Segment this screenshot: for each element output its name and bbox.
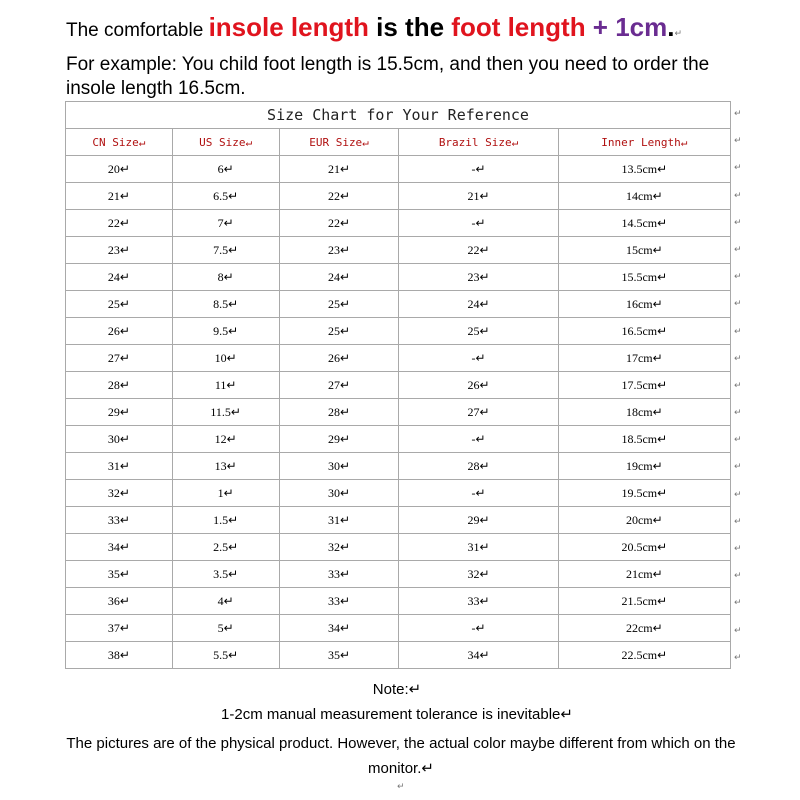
us-size-cell: 10↵ xyxy=(172,345,279,372)
us-size-cell: 6.5↵ xyxy=(172,183,279,210)
paragraph-mark-icon: ↵ xyxy=(734,408,742,419)
table-row xyxy=(66,588,731,615)
cn-size-cell: 31↵ xyxy=(66,453,173,480)
paragraph-mark-icon: ↵ xyxy=(734,571,742,582)
inner-length-cell: 21cm↵ xyxy=(558,561,730,588)
brazil-size-cell: 34↵ xyxy=(399,642,558,669)
note-color-disclaimer: The pictures are of the physical product. However, the actual color maybe different from which on the monitor.↵ xyxy=(66,735,736,777)
brazil-size-cell: 32↵ xyxy=(399,561,558,588)
paragraph-mark-icon: ↵ xyxy=(734,489,742,500)
cn-size-cell: 32↵ xyxy=(66,480,173,507)
us-size-cell: 7.5↵ xyxy=(172,237,279,264)
cn-size-cell: 23↵ xyxy=(66,237,173,264)
us-size-cell: 1.5↵ xyxy=(172,507,279,534)
paragraph-mark-icon: ↵ xyxy=(734,136,742,147)
paragraph-mark-icon: ↵ xyxy=(734,217,742,228)
cn-size-cell: 25↵ xyxy=(66,291,173,318)
inner-length-cell: 14cm↵ xyxy=(558,183,730,210)
brazil-size-cell: -↵ xyxy=(399,345,558,372)
inner-length-cell: 20.5cm↵ xyxy=(558,534,730,561)
table-row xyxy=(66,156,731,183)
table-row xyxy=(66,264,731,291)
brazil-size-cell: 21↵ xyxy=(399,183,558,210)
paragraph-mark-icon: ↵ xyxy=(734,462,742,473)
eur-size-cell: 24↵ xyxy=(279,264,399,291)
table-row xyxy=(66,291,731,318)
brazil-size-cell: 26↵ xyxy=(399,372,558,399)
table-row xyxy=(66,183,731,210)
table-row xyxy=(66,372,731,399)
paragraph-mark-icon: ↵ xyxy=(734,435,742,446)
brazil-size-cell: 33↵ xyxy=(399,588,558,615)
paragraph-mark-icon: ↵ xyxy=(734,380,742,391)
cn-size-cell: 20↵ xyxy=(66,156,173,183)
inner-length-cell: 14.5cm↵ xyxy=(558,210,730,237)
brazil-size-cell: 22↵ xyxy=(399,237,558,264)
paragraph-mark-icon: ↵ xyxy=(734,598,742,609)
paragraph-mark-icon: ↵ xyxy=(734,326,742,337)
brazil-size-cell: 31↵ xyxy=(399,534,558,561)
paragraph-mark-icon: ↵ xyxy=(734,272,742,283)
inner-length-cell: 20cm↵ xyxy=(558,507,730,534)
brazil-size-cell: 23↵ xyxy=(399,264,558,291)
cn-size-cell: 27↵ xyxy=(66,345,173,372)
table-row xyxy=(66,210,731,237)
eur-size-cell: 22↵ xyxy=(279,210,399,237)
table-row xyxy=(66,345,731,372)
inner-length-cell: 19.5cm↵ xyxy=(558,480,730,507)
inner-length-cell: 22.5cm↵ xyxy=(558,642,730,669)
eur-size-cell: 33↵ xyxy=(279,588,399,615)
brazil-size-cell: -↵ xyxy=(399,156,558,183)
brazil-size-cell: 27↵ xyxy=(399,399,558,426)
us-size-cell: 6↵ xyxy=(172,156,279,183)
eur-size-cell: 34↵ xyxy=(279,615,399,642)
headline-is-the: is the xyxy=(368,12,452,42)
cn-size-cell: 37↵ xyxy=(66,615,173,642)
brazil-size-cell: 25↵ xyxy=(399,318,558,345)
eur-size-cell: 31↵ xyxy=(279,507,399,534)
brazil-size-cell: -↵ xyxy=(399,426,558,453)
inner-length-cell: 21.5cm↵ xyxy=(558,588,730,615)
brazil-size-cell: 24↵ xyxy=(399,291,558,318)
us-size-cell: 13↵ xyxy=(172,453,279,480)
row-marks xyxy=(734,101,744,672)
inner-length-cell: 17.5cm↵ xyxy=(558,372,730,399)
us-size-cell: 5.5↵ xyxy=(172,642,279,669)
table-row xyxy=(66,237,731,264)
inner-length-cell: 18cm↵ xyxy=(558,399,730,426)
paragraph-mark-icon: ↵ xyxy=(734,244,742,255)
table-row xyxy=(66,615,731,642)
table-row xyxy=(66,453,731,480)
paragraph-mark-icon: ↵ xyxy=(734,652,742,663)
note-label: Note:↵ xyxy=(372,681,422,698)
cn-size-cell: 26↵ xyxy=(66,318,173,345)
header-brazil-size: Brazil Size↵ xyxy=(399,129,558,156)
header-eur-size: EUR Size↵ xyxy=(279,129,399,156)
cn-size-cell: 24↵ xyxy=(66,264,173,291)
inner-length-cell: 15.5cm↵ xyxy=(558,264,730,291)
us-size-cell: 5↵ xyxy=(172,615,279,642)
paragraph-mark-icon: ↵ xyxy=(734,109,742,119)
paragraph-mark-icon: ↵ xyxy=(734,544,742,554)
brazil-size-cell: 29↵ xyxy=(399,507,558,534)
brazil-size-cell: -↵ xyxy=(399,210,558,237)
paragraph-mark-icon: ↵ xyxy=(734,625,742,636)
table-row xyxy=(66,426,731,453)
paragraph-mark-icon: ↵ xyxy=(734,516,742,527)
paragraph-mark-icon: ↵ xyxy=(734,163,742,174)
eur-size-cell: 30↵ xyxy=(279,480,399,507)
header-cn-size: CN Size↵ xyxy=(66,129,173,156)
headline-period: . xyxy=(667,12,675,42)
cn-size-cell: 22↵ xyxy=(66,210,173,237)
eur-size-cell: 35↵ xyxy=(279,642,399,669)
cn-size-cell: 34↵ xyxy=(66,534,173,561)
inner-length-cell: 22cm↵ xyxy=(558,615,730,642)
inner-length-cell: 16.5cm↵ xyxy=(558,318,730,345)
eur-size-cell: 22↵ xyxy=(279,183,399,210)
size-chart-table xyxy=(65,101,731,669)
table-row xyxy=(66,480,731,507)
header-inner-length: Inner Length↵ xyxy=(558,129,730,156)
example-text: For example: You child foot length is 15.5cm, and then you need to order the insole length 16.5cm. xyxy=(66,54,710,99)
brazil-size-cell: -↵ xyxy=(399,615,558,642)
us-size-cell: 3.5↵ xyxy=(172,561,279,588)
eur-size-cell: 28↵ xyxy=(279,399,399,426)
header-us-size: US Size↵ xyxy=(172,129,279,156)
table-row xyxy=(66,534,731,561)
eur-size-cell: 23↵ xyxy=(279,237,399,264)
us-size-cell: 4↵ xyxy=(172,588,279,615)
us-size-cell: 11.5↵ xyxy=(172,399,279,426)
paragraph-mark-icon: ↵ xyxy=(674,29,683,39)
us-size-cell: 12↵ xyxy=(172,426,279,453)
table-row xyxy=(66,318,731,345)
cn-size-cell: 35↵ xyxy=(66,561,173,588)
brazil-size-cell: 28↵ xyxy=(399,453,558,480)
eur-size-cell: 27↵ xyxy=(279,372,399,399)
headline-insole-length: insole length xyxy=(208,12,369,42)
eur-size-cell: 21↵ xyxy=(279,156,399,183)
inner-length-cell: 17cm↵ xyxy=(558,345,730,372)
paragraph-mark-icon: ↵ xyxy=(734,299,742,310)
brazil-size-cell: -↵ xyxy=(399,480,558,507)
cn-size-cell: 28↵ xyxy=(66,372,173,399)
paragraph-mark-icon: ↵ xyxy=(734,353,742,364)
cn-size-cell: 38↵ xyxy=(66,642,173,669)
table-row xyxy=(66,507,731,534)
inner-length-cell: 16cm↵ xyxy=(558,291,730,318)
eur-size-cell: 30↵ xyxy=(279,453,399,480)
cn-size-cell: 33↵ xyxy=(66,507,173,534)
headline xyxy=(66,12,682,43)
inner-length-cell: 13.5cm↵ xyxy=(558,156,730,183)
table-row xyxy=(66,561,731,588)
table-title-row xyxy=(66,102,731,129)
us-size-cell: 8.5↵ xyxy=(172,291,279,318)
us-size-cell: 8↵ xyxy=(172,264,279,291)
headline-prefix: The comfortable xyxy=(66,20,209,41)
us-size-cell: 9.5↵ xyxy=(172,318,279,345)
eur-size-cell: 26↵ xyxy=(279,345,399,372)
cn-size-cell: 30↵ xyxy=(66,426,173,453)
us-size-cell: 2.5↵ xyxy=(172,534,279,561)
table-row xyxy=(66,399,731,426)
paragraph-mark-icon: ↵ xyxy=(397,782,405,792)
eur-size-cell: 25↵ xyxy=(279,291,399,318)
headline-plus: + xyxy=(585,12,616,42)
headline-foot-length: foot length xyxy=(451,12,586,42)
note-tolerance: 1-2cm manual measurement tolerance is inevitable↵ xyxy=(221,706,573,723)
cn-size-cell: 36↵ xyxy=(66,588,173,615)
us-size-cell: 11↵ xyxy=(172,372,279,399)
table-row xyxy=(66,642,731,669)
cn-size-cell: 21↵ xyxy=(66,183,173,210)
headline-one-cm: 1cm xyxy=(615,12,668,42)
table-header-row xyxy=(66,129,731,156)
eur-size-cell: 29↵ xyxy=(279,426,399,453)
us-size-cell: 7↵ xyxy=(172,210,279,237)
eur-size-cell: 25↵ xyxy=(279,318,399,345)
inner-length-cell: 15cm↵ xyxy=(558,237,730,264)
inner-length-cell: 18.5cm↵ xyxy=(558,426,730,453)
inner-length-cell: 19cm↵ xyxy=(558,453,730,480)
cn-size-cell: 29↵ xyxy=(66,399,173,426)
eur-size-cell: 32↵ xyxy=(279,534,399,561)
us-size-cell: 1↵ xyxy=(172,480,279,507)
eur-size-cell: 33↵ xyxy=(279,561,399,588)
paragraph-mark-icon: ↵ xyxy=(734,190,742,201)
table-title: Size Chart for Your Reference xyxy=(66,102,731,129)
